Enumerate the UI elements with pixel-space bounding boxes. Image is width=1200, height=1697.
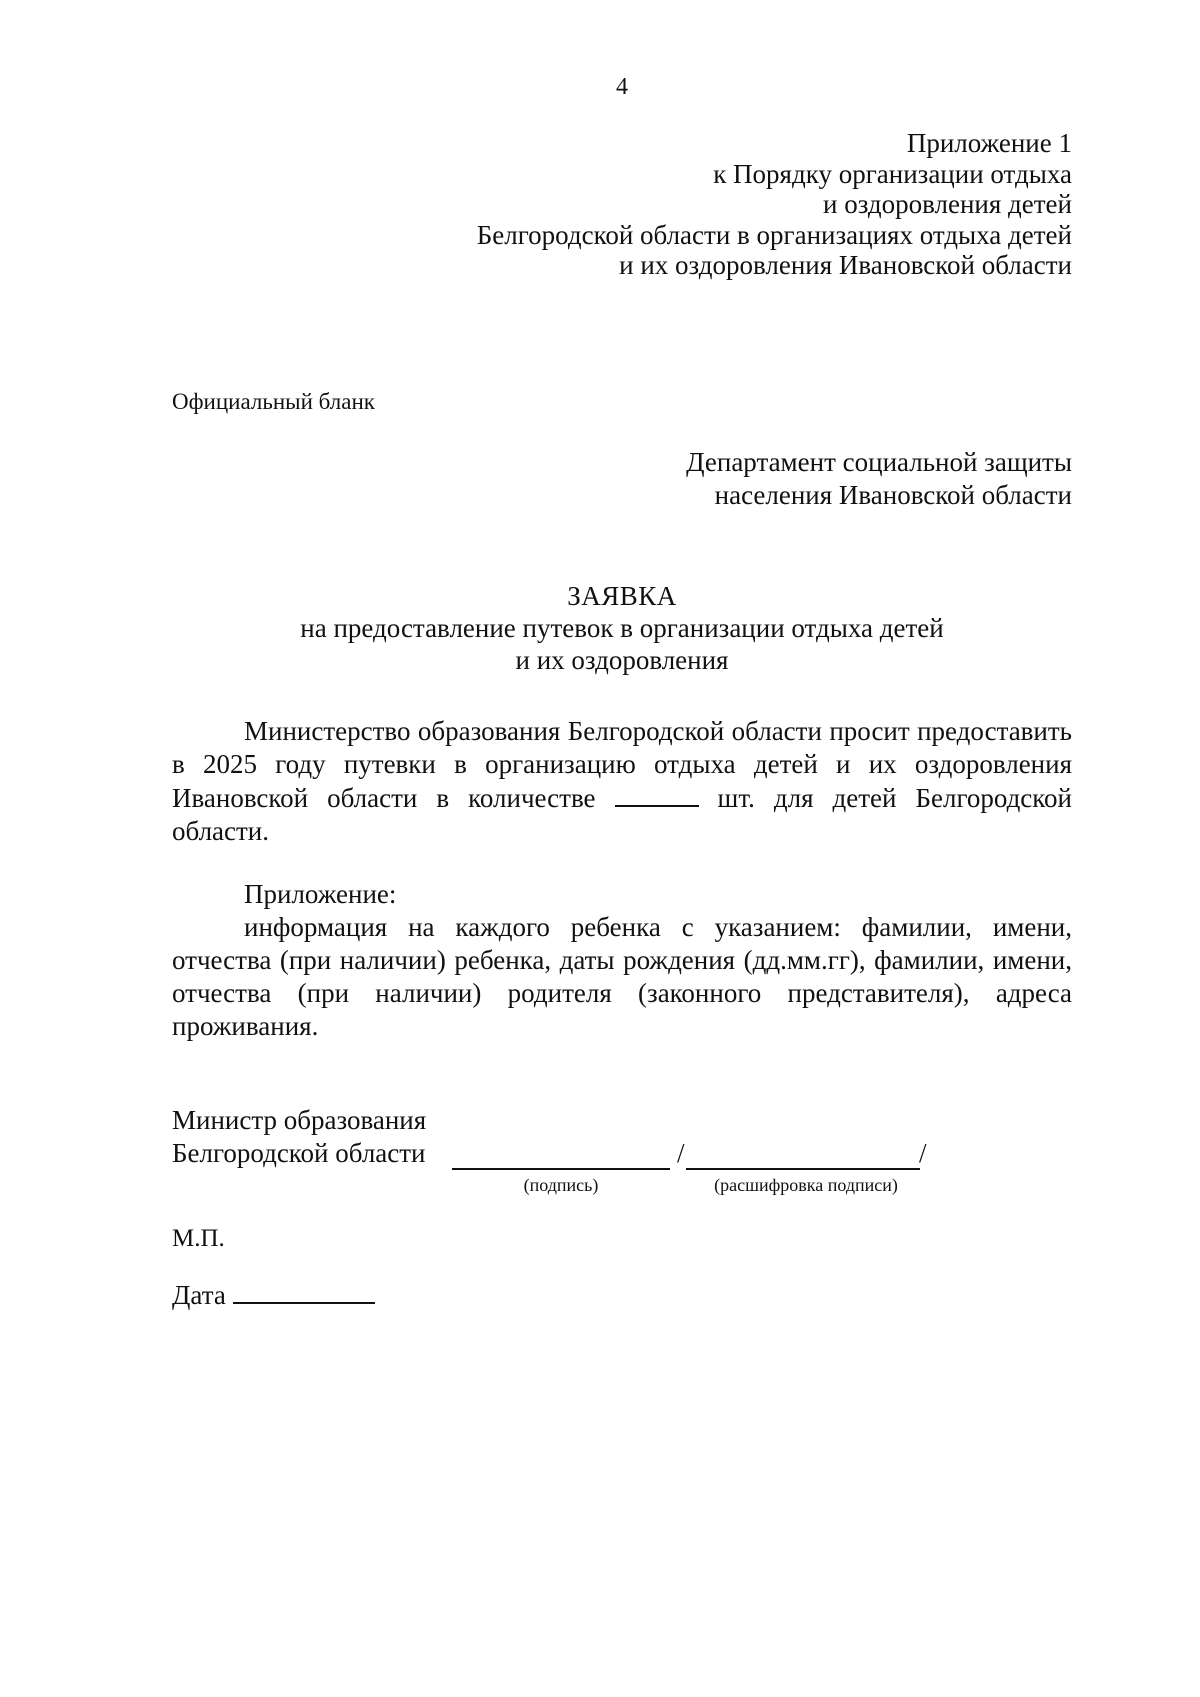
signer-region: Белгородской области [172,1138,426,1168]
addressee-block [686,446,1072,512]
attachment-text: информация на каждого ребенка с указанием: фамилии, имени, отчества (при наличии) ребенка, даты рождения (дд.мм.гг), фамилии, имени, отчества (при наличии) родителя (законного представителя), адреса проживания. [172,912,1072,1041]
appendix-line: и их оздоровления Ивановской области [619,250,1072,280]
request-text-end: шт. для детей Белгородской области. [172,783,1072,846]
signature-decoding-line [686,1168,920,1170]
date-blank-line [233,1280,375,1304]
page-number: 4 [616,74,628,100]
appendix-line: Белгородской области в организациях отдыха детей [476,219,1072,250]
signer-title: Министр образования [172,1105,427,1135]
appendix-line: и оздоровления детей [823,189,1072,219]
signature-line [452,1168,670,1170]
document-title [172,580,1072,676]
signature-slash: / [677,1138,685,1168]
quantity-blank-line [615,781,699,807]
appendix-line: Приложение 1 [906,128,1072,158]
official-blank-label: Официальный бланк [172,389,375,414]
addressee-line: населения Ивановской области [714,480,1072,510]
appendix-header [477,128,1072,281]
date-field [172,1279,375,1312]
date-label: Дата [172,1280,226,1310]
title-heading: ЗАЯВКА [567,581,677,611]
request-text-start: Министерство образования Белгородской области просит предоставить в 2025 году путевки в организацию отдыха детей и их оздоровления Ивановской области в количестве [172,716,1072,813]
addressee-line: Департамент социальной защиты [686,447,1072,477]
appendix-line: к Порядку организации отдыха [713,158,1072,189]
signature-decoding-hint: (расшифровка подписи) [714,1175,898,1195]
signature-hint: (подпись) [523,1175,599,1195]
attachment-label: Приложение: [244,879,397,909]
request-paragraph [172,715,1072,848]
stamp-place-label: М.П. [172,1225,225,1252]
title-line: и их оздоровления [515,645,729,675]
title-line: на предоставление путевок в организации отдыха детей [300,613,944,643]
signature-slash-end: / [919,1138,927,1168]
